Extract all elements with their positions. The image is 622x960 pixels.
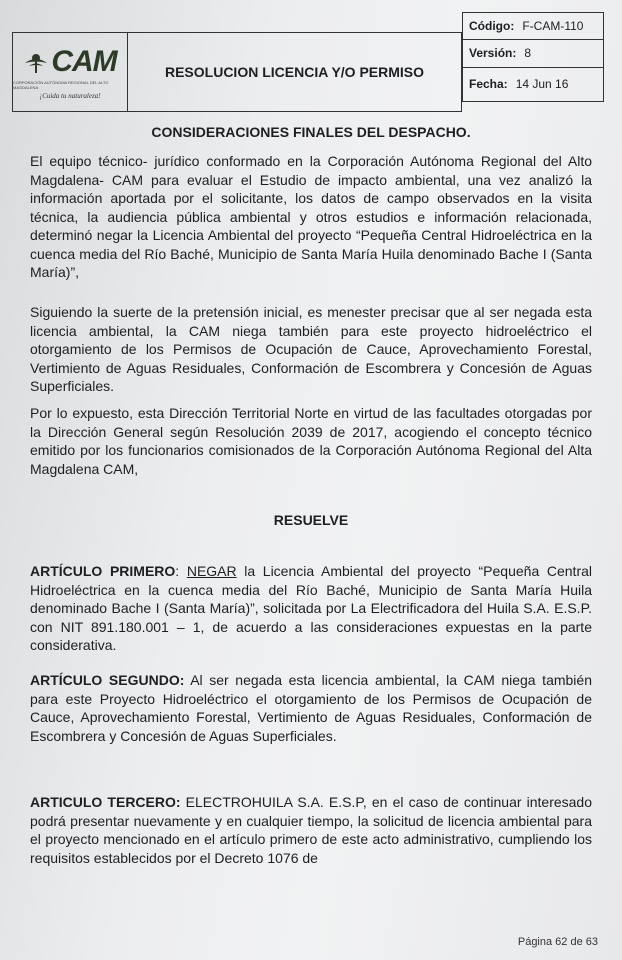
document-header — [12, 12, 604, 114]
fecha-label: Fecha: — [469, 77, 508, 91]
logo-subtitle: CORPORACIÓN AUTÓNOMA REGIONAL DEL ALTO MAGDALENA — [13, 79, 109, 90]
codigo-cell — [462, 12, 604, 40]
fecha-cell — [462, 68, 604, 102]
art1-text: la Licencia Ambiental del proyecto “Pequeña Central Hidroeléctrica en la cuenca media del Río Baché, Municipio de Santa María Huila denominado Bache I (Santa María)”, solicitada por La Electrificadora del Huila S.A. E.S.P. con NIT 891.180.001 – 1, de acuerdo a las consideraciones expuestas en la parte considerativa. — [30, 563, 593, 653]
art1-colon: : — [175, 563, 180, 579]
articulo-tercero — [30, 793, 592, 867]
art3-text: ELECTROHUILA S.A. E.S.P, en el caso de continuar interesado podrá presentar nuevamente y en cualquier tiempo, la solicitud de licencia ambiental para el proyecto mencionado en el artículo primero de este acto administrativo, cumpliendo los requisitos establecidos por el Decreto 1076 de — [30, 794, 592, 866]
codigo-label: Código: — [469, 19, 515, 33]
logo-slogan: ¡Cuida tu naturaleza! — [39, 91, 101, 100]
document-title: RESOLUCION LICENCIA Y/O PERMISO — [128, 32, 462, 112]
resuelve-heading: RESUELVE — [273, 512, 349, 528]
version-label: Versión: — [469, 46, 517, 60]
articulo-primero — [30, 562, 592, 655]
art2-text: Al ser negada esta licencia ambiental, la CAM niega también para este Proyecto Hidroeléctrico el otorgamiento de los Permisos de Ocupación de Cauce, Aprovechamiento Forestal, Vertimiento de Aguas Residuales, Conformación de Escombrera y Concesión de Aguas Superficiales. — [30, 672, 592, 744]
logo-cell — [12, 32, 128, 112]
codigo-value: F-CAM-110 — [522, 19, 584, 33]
art1-negar: NEGAR — [186, 563, 237, 579]
fecha-value: 14 Jun 16 — [515, 77, 569, 91]
logo-text: CAM — [51, 44, 117, 78]
cam-leaf-logo-icon — [23, 49, 49, 75]
paragraph-3: Por lo expuesto, esta Dirección Territorial Norte en virtud de las facultades otorgadas por la Dirección General según Resolución 2039 de 2017, acogiendo el concepto técnico emitido por los funcionarios comisionados de la Corporación Autónoma Regional del Alta Magdalena CAM, — [30, 405, 592, 477]
paragraph-1: El equipo técnico- jurídico conformado en la Corporación Autónoma Regional del Alto Magdalena- CAM para evaluar el Estudio de impacto ambiental, una vez analizó la información aportada por el solicitante, los datos de campo observados en la visita técnica, la audiencia pública ambiental y otros estudios e información relacionada, determinó negar la Licencia Ambiental del proyecto “Pequeña Central Hidroeléctrica en la cuenca media del Río Baché, Municipio de Santa María Huila denominado Bache I (Santa María)”, — [30, 153, 592, 280]
version-cell — [462, 40, 604, 68]
paragraph-2: Siguiendo la suerte de la pretensión inicial, es menester precisar que al ser negada esta licencia ambiental, la CAM niega también para este proyecto hidroeléctrico el otorgamiento de los Permisos de Ocupación de Cauce, Aprovechamiento Forestal, Vertimiento de Aguas Residuales, Conformación de Escombrera y Concesión de Aguas Superficiales. — [30, 304, 592, 394]
articulo-segundo — [30, 671, 592, 745]
page-number: Página 62 de 63 — [517, 936, 598, 948]
version-value: 8 — [524, 46, 532, 60]
cam-logo — [23, 45, 116, 79]
section-title: CONSIDERACIONES FINALES DEL DESPACHO. — [151, 124, 471, 140]
art3-label: ARTICULO TERCERO: — [30, 794, 181, 810]
art1-label: ARTÍCULO PRIMERO — [30, 563, 176, 579]
art2-label: ARTÍCULO SEGUNDO: — [30, 672, 185, 688]
